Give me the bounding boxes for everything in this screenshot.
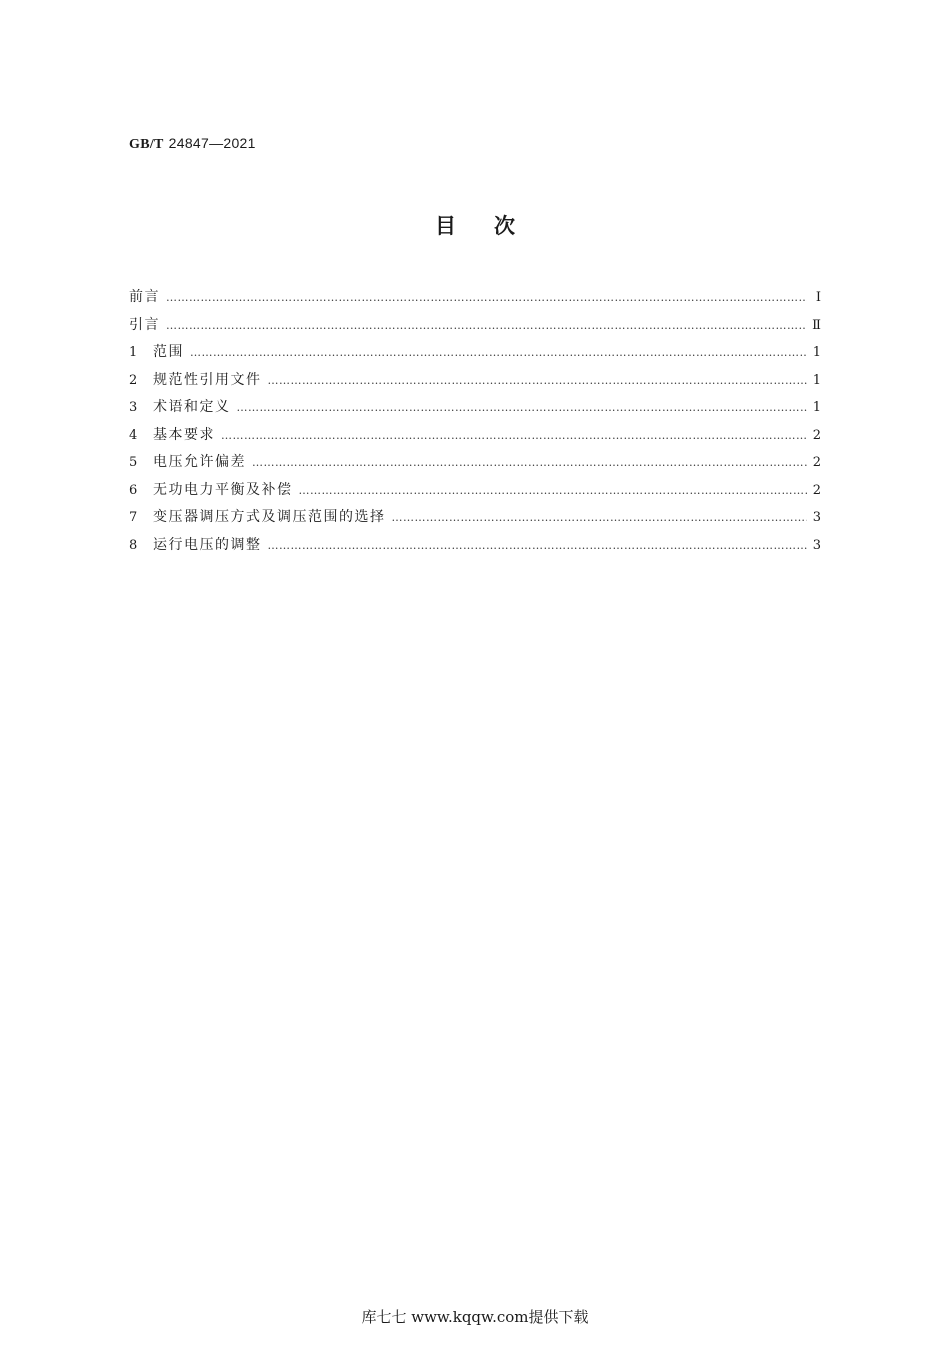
toc-entry-page: Ⅰ (815, 290, 821, 305)
toc-entry-introduction[interactable] (129, 312, 821, 340)
toc-entry-label: 规范性引用文件 (153, 371, 262, 388)
dot-leader (166, 284, 807, 312)
toc-entry-page: 1 (812, 372, 821, 388)
toc-entry-number: 1 (129, 345, 138, 360)
toc-entry-label: 前言 (129, 289, 160, 305)
toc-entry-terms-definitions[interactable] (129, 394, 821, 422)
toc-entry-voltage-deviation[interactable] (129, 449, 821, 477)
toc-entry-label: 电压允许偏差 (153, 454, 246, 470)
toc-entry-transformer-regulation[interactable] (129, 504, 821, 532)
dot-leader (268, 367, 807, 395)
toc-entry-page: 2 (812, 427, 821, 443)
dot-leader (237, 394, 807, 422)
toc-entry-page: 3 (812, 537, 821, 553)
toc-entry-number: 2 (129, 372, 138, 388)
toc-entry-number: 5 (129, 455, 138, 470)
toc-entry-number: 4 (129, 427, 138, 443)
toc-entry-label: 变压器调压方式及调压范围的选择 (153, 509, 386, 525)
toc-entry-label: 范围 (153, 344, 184, 360)
toc-entry-number: 6 (129, 482, 138, 498)
toc-entry-basic-requirements[interactable] (129, 422, 821, 450)
toc-entry-number: 7 (129, 510, 138, 525)
toc-entry-foreword[interactable] (129, 284, 821, 312)
dot-leader (166, 312, 806, 340)
toc-entry-page: 2 (812, 455, 821, 470)
toc-list (129, 284, 821, 559)
toc-entry-operating-voltage[interactable] (129, 532, 821, 560)
toc-entry-normative-references[interactable] (129, 367, 821, 395)
toc-entry-page: 3 (812, 510, 821, 525)
dot-leader (392, 504, 807, 532)
toc-entry-label: 引言 (129, 316, 160, 333)
toc-entry-page: 2 (812, 482, 821, 498)
standard-number: 24847—2021 (168, 135, 256, 151)
standard-code: GB/T (129, 137, 164, 152)
toc-entry-page: 1 (812, 345, 821, 360)
toc-entry-reactive-power[interactable] (129, 477, 821, 505)
dot-leader (268, 532, 807, 560)
toc-entry-page: Ⅱ (812, 317, 821, 333)
footer-watermark: 库七七 www.kqqw.com提供下载 (361, 1308, 589, 1326)
dot-leader (299, 477, 807, 505)
dot-leader (252, 449, 807, 477)
toc-entry-label: 术语和定义 (153, 399, 231, 415)
toc-entry-label: 运行电压的调整 (153, 536, 262, 553)
toc-entry-label: 无功电力平衡及补偿 (153, 481, 293, 498)
toc-title: 目次 (435, 214, 553, 238)
dot-leader (190, 339, 807, 367)
dot-leader (221, 422, 807, 450)
toc-entry-number: 8 (129, 537, 138, 553)
toc-entry-page: 1 (812, 400, 821, 415)
toc-entry-scope[interactable] (129, 339, 821, 367)
toc-entry-number: 3 (129, 400, 138, 415)
toc-entry-label: 基本要求 (153, 426, 215, 443)
document-header (129, 135, 256, 153)
